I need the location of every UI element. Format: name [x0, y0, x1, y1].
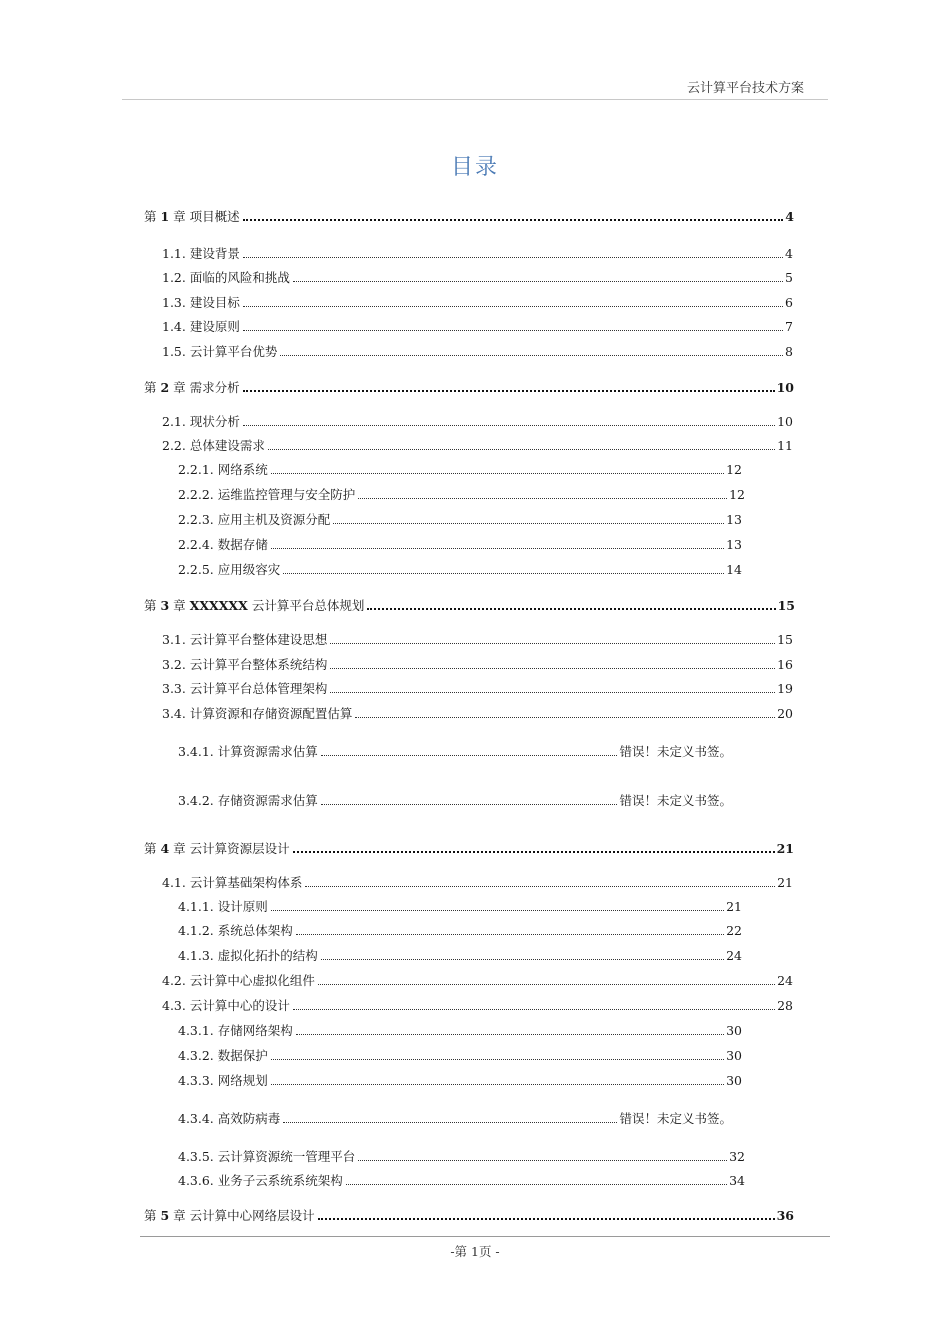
toc-entry-label [144, 840, 293, 858]
toc-chapter-entry[interactable] [144, 379, 794, 397]
toc-dot-leader [321, 804, 618, 805]
toc-entry-text: 2.1. 现状分析 [162, 414, 240, 429]
toc-dot-leader [293, 281, 783, 282]
toc-chapter-entry[interactable] [144, 1207, 794, 1225]
toc-section-entry[interactable] [162, 437, 793, 455]
toc-dot-leader [283, 1122, 617, 1123]
toc-dot-leader [367, 608, 775, 610]
toc-entry-text: 1.2. 面临的风险和挑战 [162, 270, 290, 285]
toc-dot-leader [293, 851, 775, 853]
toc-dot-leader [243, 330, 783, 331]
toc-section-entry[interactable] [162, 680, 793, 698]
toc-section-entry[interactable] [178, 511, 742, 529]
toc-section-entry[interactable] [178, 1072, 742, 1090]
toc-section-entry[interactable] [178, 947, 742, 965]
toc-entry-text: 3.4.1. 计算资源需求估算 [178, 744, 318, 759]
toc-page-number: 14 [726, 562, 742, 577]
toc-entry-label [178, 1072, 271, 1090]
toc-section-entry[interactable] [162, 631, 793, 649]
toc-section-entry[interactable] [178, 792, 732, 810]
toc-dot-leader [243, 306, 783, 307]
toc-entry-label [178, 792, 321, 810]
toc-entry-label [162, 318, 243, 336]
toc-entry-label [178, 922, 296, 940]
toc-dot-leader [243, 425, 775, 426]
toc-section-entry[interactable] [178, 898, 742, 916]
toc-entry-label [162, 997, 293, 1015]
toc-entry-label [178, 511, 333, 529]
toc-entry-text: 4.3.2. 数据保护 [178, 1048, 268, 1063]
toc-entry-label [178, 1022, 296, 1040]
toc-section-entry[interactable] [162, 269, 793, 287]
toc-entry-label [162, 874, 305, 892]
toc-entry-label [162, 656, 330, 674]
toc-title: 目录 [450, 155, 499, 180]
toc-page-number: 12 [726, 462, 742, 477]
toc-section-entry[interactable] [162, 318, 793, 336]
toc-page-number: 30 [726, 1023, 742, 1038]
toc-chapter-entry[interactable] [144, 208, 794, 226]
toc-entry-label [162, 269, 293, 287]
toc-dot-leader [333, 523, 724, 524]
toc-entry-label [178, 561, 283, 579]
toc-dot-leader [280, 355, 783, 356]
toc-entry-label [178, 1172, 346, 1190]
toc-section-entry[interactable] [178, 1047, 742, 1065]
toc-entry-text: 4.3.3. 网络规划 [178, 1073, 268, 1088]
toc-entry-text: 2.2.5. 应用级容灾 [178, 562, 281, 577]
toc-chapter-prefix: 第 [144, 380, 161, 395]
toc-section-entry[interactable] [178, 461, 742, 479]
toc-entry-text: 1.4. 建设原则 [162, 319, 240, 334]
toc-section-entry[interactable] [162, 413, 793, 431]
toc-dot-leader [358, 498, 727, 499]
toc-entry-label [178, 1110, 283, 1128]
toc-entry-text: 3.4. 计算资源和存储资源配置估算 [162, 706, 353, 721]
toc-dot-leader [268, 449, 775, 450]
toc-page-number: 10 [776, 380, 794, 395]
toc-entry-text: 2 章 需求分析 [160, 380, 240, 395]
toc-entry-text: 4.1.1. 设计原则 [178, 899, 268, 914]
toc-entry-text: 3.2. 云计算平台整体系统结构 [162, 657, 328, 672]
toc-entry-text: 3.1. 云计算平台整体建设思想 [162, 632, 328, 647]
toc-section-entry[interactable] [162, 705, 793, 723]
toc-entry-text: 2.2.1. 网络系统 [178, 462, 268, 477]
toc-entry-text: 3.4.2. 存储资源需求估算 [178, 793, 318, 808]
toc-section-entry[interactable] [178, 1172, 745, 1190]
toc-section-entry[interactable] [178, 1110, 732, 1128]
toc-page-number: 24 [777, 973, 793, 988]
toc-entry-text: 4.3.6. 业务子云系统系统架构 [178, 1173, 343, 1188]
toc-page-number: 19 [777, 681, 793, 696]
toc-dot-leader [296, 1034, 724, 1035]
toc-section-entry[interactable] [178, 536, 742, 554]
toc-entry-label [162, 705, 355, 723]
toc-page-number: 22 [726, 923, 742, 938]
toc-page-number: 8 [785, 344, 793, 359]
toc-entry-label [178, 461, 271, 479]
toc-entry-text: 3.3. 云计算平台总体管理架构 [162, 681, 328, 696]
toc-entry-text: 2.2.4. 数据存储 [178, 537, 268, 552]
toc-entry-label [162, 294, 243, 312]
toc-chapter-prefix: 第 [144, 598, 161, 613]
toc-page-number: 20 [777, 706, 793, 721]
toc-dot-leader [243, 390, 775, 392]
toc-dot-leader [305, 886, 775, 887]
toc-entry-text: 4.3.1. 存储网络架构 [178, 1023, 293, 1038]
toc-section-entry[interactable] [162, 972, 793, 990]
toc-entry-label [162, 972, 318, 990]
toc-chapter-prefix: 第 [144, 841, 161, 856]
toc-dot-leader [330, 643, 775, 644]
toc-entry-label [178, 1148, 358, 1166]
toc-page-number: 4 [785, 246, 793, 261]
toc-page-number: 15 [777, 598, 795, 613]
toc-entry-text: 4.1.3. 虚拟化拓扑的结构 [178, 948, 318, 963]
toc-page-number: 21 [776, 841, 794, 856]
toc-entry-text: 1.1. 建设背景 [162, 246, 240, 261]
toc-page-number: 24 [726, 948, 742, 963]
toc-dot-leader [358, 1160, 727, 1161]
toc-page-number: 15 [777, 632, 793, 647]
toc-entry-text: 4.3.5. 云计算资源统一管理平台 [178, 1149, 356, 1164]
toc-dot-leader [271, 910, 724, 911]
toc-page-number: 10 [777, 414, 793, 429]
toc-entry-text: 2.2.3. 应用主机及资源分配 [178, 512, 331, 527]
toc-page-number: 错误！未定义书签。 [619, 744, 732, 759]
toc-entry-label [144, 597, 367, 615]
toc-entry-label [178, 898, 271, 916]
toc-entry-label [144, 379, 243, 397]
toc-entry-text: 4.2. 云计算中心虚拟化组件 [162, 973, 315, 988]
toc-entry-text: 1.5. 云计算平台优势 [162, 344, 278, 359]
toc-dot-leader [271, 1059, 724, 1060]
toc-section-entry[interactable] [178, 743, 732, 761]
toc-page-number: 34 [729, 1173, 745, 1188]
toc-entry-text: 2.2.2. 运维监控管理与安全防护 [178, 487, 356, 502]
toc-entry-label [162, 680, 330, 698]
toc-dot-leader [355, 717, 775, 718]
toc-page-number: 错误！未定义书签。 [619, 793, 732, 808]
toc-dot-leader [330, 668, 775, 669]
toc-entry-label [162, 245, 243, 263]
toc-page-number: 13 [726, 512, 742, 527]
toc-entry-label [178, 486, 358, 504]
toc-page-number: 6 [785, 295, 793, 310]
toc-entry-label [178, 743, 321, 761]
toc-chapter-entry[interactable] [144, 597, 795, 615]
toc-dot-leader [330, 692, 775, 693]
toc-page-number: 13 [726, 537, 742, 552]
toc-page-number: 30 [726, 1048, 742, 1063]
toc-dot-leader [318, 984, 775, 985]
toc-dot-leader [271, 1084, 724, 1085]
toc-dot-leader [243, 257, 783, 258]
toc-entry-text: 1 章 项目概述 [160, 209, 240, 224]
toc-page-number: 32 [729, 1149, 745, 1164]
toc-page-number: 4 [785, 209, 794, 224]
toc-page-number: 36 [776, 1208, 794, 1223]
toc-entry-label [178, 536, 271, 554]
toc-dot-leader [271, 548, 724, 549]
toc-entry-text: 4.1. 云计算基础架构体系 [162, 875, 303, 890]
toc-entry-label [144, 208, 243, 226]
toc-dot-leader [271, 473, 724, 474]
toc-section-entry[interactable] [162, 656, 793, 674]
toc-dot-leader [243, 219, 784, 221]
toc-entry-text: 2.2. 总体建设需求 [162, 438, 265, 453]
toc-dot-leader [321, 959, 724, 960]
toc-dot-leader [318, 1218, 775, 1220]
toc-dot-leader [293, 1009, 775, 1010]
footer-page-number: -第 1页 - [450, 1244, 500, 1259]
toc-section-entry[interactable] [178, 1022, 742, 1040]
toc-entry-text: 4.3. 云计算中心的设计 [162, 998, 290, 1013]
toc-entry-text: 3 章 XXXXXX 云计算平台总体规划 [160, 598, 365, 613]
toc-page-number: 11 [777, 438, 793, 453]
toc-section-entry[interactable] [178, 922, 742, 940]
toc-entry-label [178, 947, 321, 965]
toc-page-number: 错误！未定义书签。 [619, 1111, 732, 1126]
toc-section-entry[interactable] [162, 997, 793, 1015]
toc-chapter-entry[interactable] [144, 840, 794, 858]
toc-dot-leader [346, 1184, 727, 1185]
toc-dot-leader [321, 755, 618, 756]
toc-section-entry[interactable] [162, 343, 793, 361]
toc-section-entry[interactable] [162, 874, 793, 892]
toc-section-entry[interactable] [178, 486, 745, 504]
document-header-title: 云计算平台技术方案 [686, 81, 804, 96]
toc-entry-text: 4 章 云计算资源层设计 [160, 841, 290, 856]
toc-entry-text: 5 章 云计算中心网络层设计 [160, 1208, 315, 1223]
toc-page-number: 7 [785, 319, 793, 334]
toc-entry-label [162, 343, 280, 361]
toc-entry-label [162, 437, 268, 455]
toc-chapter-prefix: 第 [144, 1208, 161, 1223]
toc-section-entry[interactable] [162, 245, 793, 263]
toc-entry-text: 4.3.4. 高效防病毒 [178, 1111, 281, 1126]
toc-entry-text: 4.1.2. 系统总体架构 [178, 923, 293, 938]
toc-section-entry[interactable] [178, 561, 742, 579]
toc-entry-label [178, 1047, 271, 1065]
toc-entry-label [162, 413, 243, 431]
toc-chapter-prefix: 第 [144, 209, 161, 224]
toc-entry-label [162, 631, 330, 649]
toc-section-entry[interactable] [162, 294, 793, 312]
toc-page-number: 21 [777, 875, 793, 890]
toc-page-number: 5 [785, 270, 793, 285]
toc-page-number: 21 [726, 899, 742, 914]
toc-page-number: 16 [777, 657, 793, 672]
toc-page-number: 28 [777, 998, 793, 1013]
toc-section-entry[interactable] [178, 1148, 745, 1166]
toc-page-number: 12 [729, 487, 745, 502]
toc-page-number: 30 [726, 1073, 742, 1088]
toc-dot-leader [296, 934, 724, 935]
toc-dot-leader [283, 573, 724, 574]
toc-entry-label [144, 1207, 318, 1225]
toc-entry-text: 1.3. 建设目标 [162, 295, 240, 310]
footer-divider [140, 1236, 830, 1237]
header-divider [122, 99, 828, 100]
